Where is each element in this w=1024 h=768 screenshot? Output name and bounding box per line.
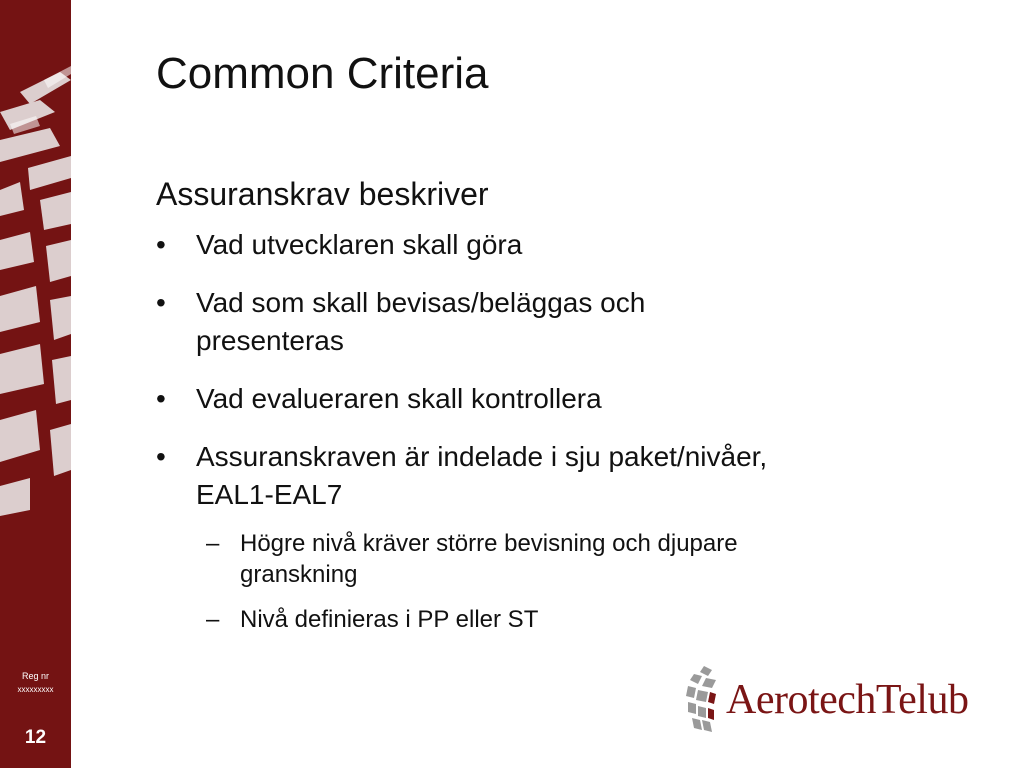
sub-bullet-item: [196, 528, 776, 590]
sidebar: [0, 0, 71, 768]
reg-value: xxxxxxxxx: [17, 685, 54, 694]
logo-wordmark: AerotechTelub: [726, 677, 969, 723]
bullet-item: [156, 284, 776, 360]
bullet-text: Assuranskraven är indelade i sju paket/nivåer, EAL1-EAL7: [196, 441, 768, 510]
bullet-list: [156, 226, 776, 655]
bullet-text: Vad utvecklaren skall göra: [196, 229, 523, 260]
sub-bullet-text: Nivå definieras i PP eller ST: [240, 606, 539, 633]
bullet-marker: •: [156, 441, 166, 472]
bullet-marker: •: [156, 287, 166, 318]
bullet-item: [156, 226, 776, 264]
slide-subheading: Assuranskrav beskriver: [156, 176, 489, 212]
bullet-text: Vad som skall bevisas/beläggas och presenteras: [196, 287, 646, 356]
sub-bullet-marker: –: [206, 606, 220, 633]
bullet-marker: •: [156, 383, 166, 414]
bullet-marker: •: [156, 229, 166, 260]
page-number: 12: [24, 727, 47, 748]
bullet-text: Vad evalueraren skall kontrollera: [196, 383, 602, 414]
slide-title: Common Criteria: [156, 49, 489, 98]
sub-bullet-item: [196, 604, 776, 635]
bullet-item: [156, 380, 776, 418]
company-logo: [686, 664, 986, 734]
logo-mark-icon: [686, 664, 726, 734]
sub-bullet-text: Högre nivå kräver större bevisning och djupare granskning: [240, 530, 738, 588]
decorative-lattice-pattern: [0, 0, 71, 520]
sub-bullet-list: [196, 528, 776, 635]
sub-bullet-marker: –: [206, 530, 220, 557]
reg-label: Reg nr: [21, 671, 49, 681]
bullet-item: [156, 438, 776, 635]
